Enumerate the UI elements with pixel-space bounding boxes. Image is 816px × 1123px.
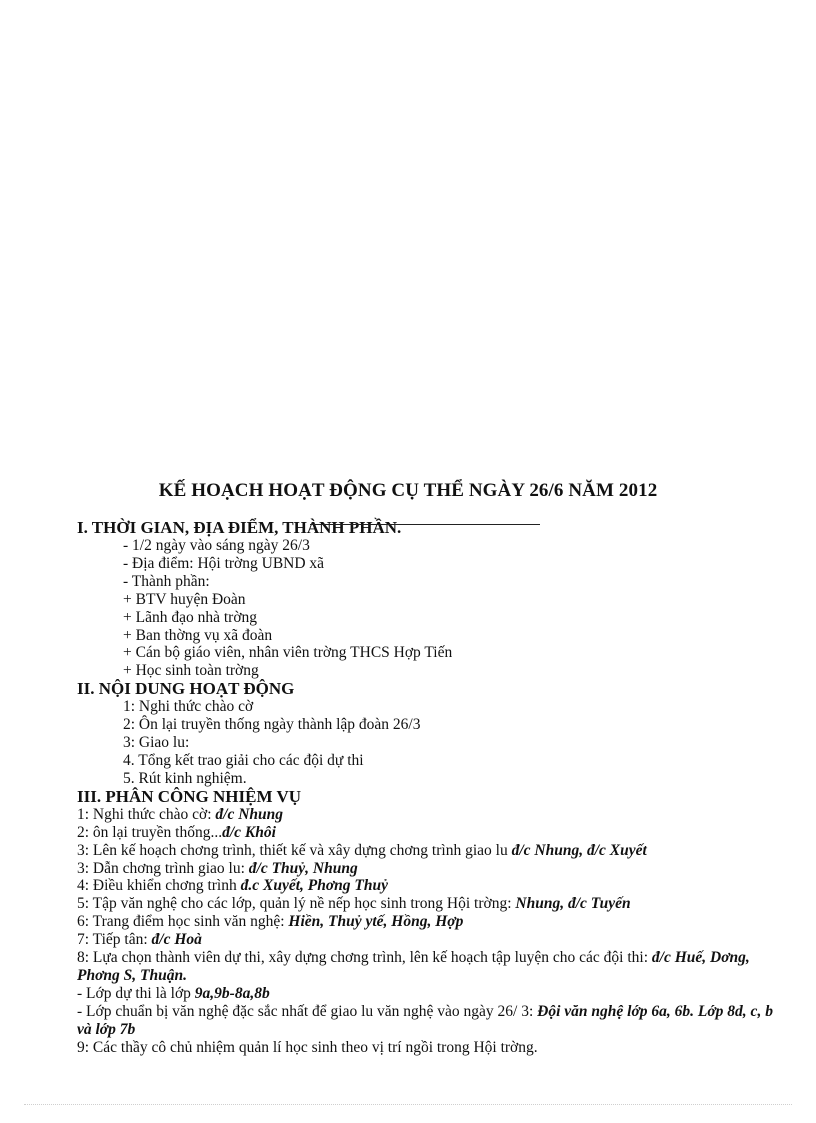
- document-title: KẾ HOẠCH HOẠT ĐỘNG CỤ THỂ NGÀY 26/6 NĂM 2012: [158, 480, 658, 501]
- list-item: - Lớp chuẩn bị văn nghệ đặc sắc nhất để giao lu văn nghệ vào ngày 26/ 3: Đội văn nghệ lớp 6a, 6b. Lớp 8d, c, b và lớp 7b: [77, 1002, 773, 1038]
- list-item: 9: Các thầy cô chủ nhiệm quản lí học sinh theo vị trí ngồi trong Hội trờng.: [77, 1038, 538, 1056]
- list-item: - Lớp dự thi là lớp 9a,9b-8a,8b: [77, 984, 270, 1002]
- section-1-heading: I. THỜI GIAN, ĐỊA ĐIỂM, THÀNH PHẦN.: [77, 519, 777, 537]
- list-item: 6: Trang điểm học sinh văn nghệ: Hiền, Thuỷ ytế, Hồng, Hợp: [77, 913, 464, 931]
- list-item: 4. Tổng kết trao giải cho các đội dự thi: [123, 751, 364, 769]
- list-item: + Ban thờng vụ xã đoàn: [123, 626, 273, 644]
- list-item: 3: Giao lu:: [123, 734, 190, 752]
- list-item: 5. Rút kinh nghiệm.: [123, 769, 247, 787]
- list-item: 3: Dẫn chơng trình giao lu: đ/c Thuỷ, Nhung: [77, 859, 358, 877]
- strike-line: [310, 524, 540, 525]
- list-item: + Lãnh đạo nhà trờng: [123, 608, 258, 626]
- list-item: 1: Nghi thức chào cờ: [123, 698, 254, 716]
- list-item: 1: Nghi thức chào cờ: đ/c Nhung: [77, 805, 284, 823]
- list-item: 2: ôn lại truyền thống...đ/c Khôi: [77, 823, 276, 841]
- list-item: 2: Ôn lại truyền thống ngày thành lập đoàn 26/3: [123, 716, 421, 734]
- list-item: - 1/2 ngày vào sáng ngày 26/3: [123, 537, 310, 554]
- list-item: 7: Tiếp tân: đ/c Hoà: [77, 931, 202, 949]
- list-item: + Học sinh toàn trờng: [123, 662, 259, 680]
- section-3-heading: III. PHÂN CÔNG NHIỆM VỤ: [77, 786, 302, 806]
- list-item: 4: Điều khiển chơng trình đ.c Xuyết, Phơng Thuỷ: [77, 877, 389, 895]
- section-3-list: [77, 806, 777, 1057]
- section-1-list: [77, 537, 777, 680]
- list-item: + Cán bộ giáo viên, nhân viên trờng THCS Hợp Tiến: [123, 644, 453, 662]
- list-item: - Thành phần:: [123, 572, 210, 590]
- page-footer-divider: [24, 1104, 792, 1105]
- list-item: - Địa điểm: Hội trờng UBND xã: [123, 554, 325, 572]
- document-body: [77, 519, 777, 1056]
- section-2-list: [77, 698, 777, 788]
- list-item: 3: Lên kế hoạch chơng trình, thiết kế và xây dựng chơng trình giao lu đ/c Nhung, đ/c Xuyết: [77, 841, 647, 859]
- list-item: 5: Tập văn nghệ cho các lớp, quản lý nề nếp học sinh trong Hội trờng: Nhung, đ/c Tuyến: [77, 895, 631, 913]
- list-item: 8: Lựa chọn thành viên dự thi, xây dựng chơng trình, lên kế hoạch tập luyện cho các đội thi: đ/c Huế, Dơng, Phơng S, Thuận.: [77, 949, 750, 984]
- section-2-heading: II. NỘI DUNG HOẠT ĐỘNG: [77, 679, 295, 699]
- list-item: + BTV huyện Đoàn: [123, 590, 246, 608]
